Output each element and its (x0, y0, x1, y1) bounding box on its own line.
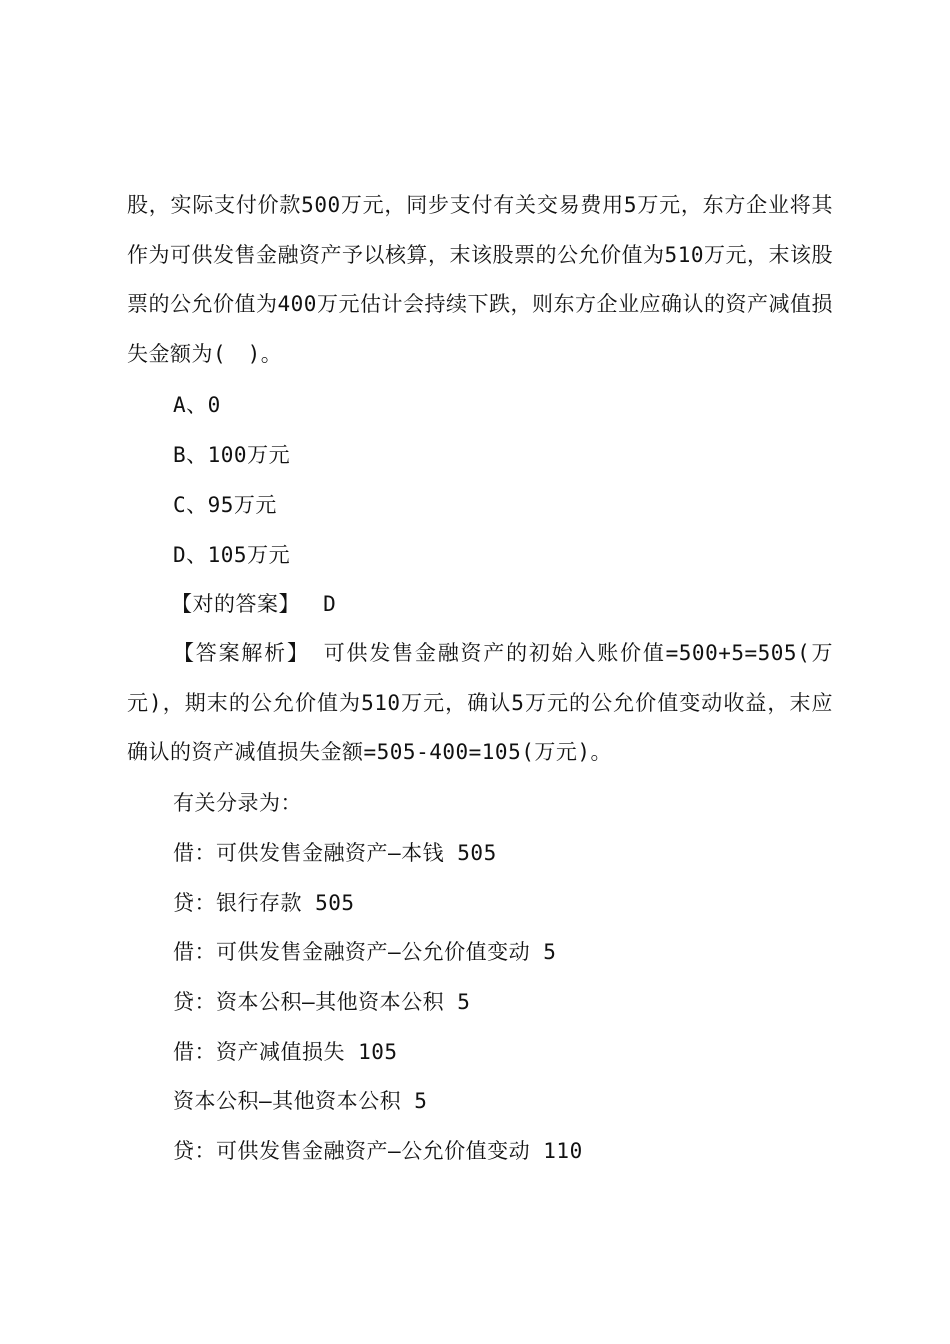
option-d: D、105万元 (173, 543, 291, 567)
answer-value: D (323, 592, 337, 616)
entries-heading: 有关分录为： (173, 791, 302, 815)
entry-line: 借：可供发售金融资产—本钱 505 (173, 841, 497, 865)
answer-label: 【对的答案】 (171, 592, 300, 616)
entry-line: 贷：资本公积—其他资本公积 5 (173, 990, 471, 1014)
option-c: C、95万元 (173, 493, 277, 517)
question-stem: 股，实际支付价款500万元，同步支付有关交易费用5万元，东方企业将其作为可供发售金融资产予以核算，末该股票的公允价值为510万元，末该股票的公允价值为400万元估计会持续下跌，则东方企业应确认的资产减值损失金额为( )。 (127, 193, 833, 366)
option-a: A、0 (173, 393, 221, 417)
entry-line: 资本公积—其他资本公积 5 (173, 1089, 428, 1113)
entry-line: 贷：银行存款 505 (173, 891, 355, 915)
entry-line: 贷：可供发售金融资产—公允价值变动 110 (173, 1139, 583, 1163)
analysis-label: 【答案解析】 (173, 641, 310, 665)
entry-line: 借：资产减值损失 105 (173, 1040, 398, 1064)
entry-line: 借：可供发售金融资产—公允价值变动 5 (173, 940, 557, 964)
analysis-paragraph (127, 629, 833, 778)
analysis-text: 可供发售金融资产的初始入账价值=500+5=505(万元)，期末的公允价值为510万元，确认5万元的公允价值变动收益，末应确认的资产减值损失金额=505-400=105(万元)。 (127, 641, 834, 765)
option-b: B、100万元 (173, 443, 291, 467)
answer-line (171, 589, 336, 619)
